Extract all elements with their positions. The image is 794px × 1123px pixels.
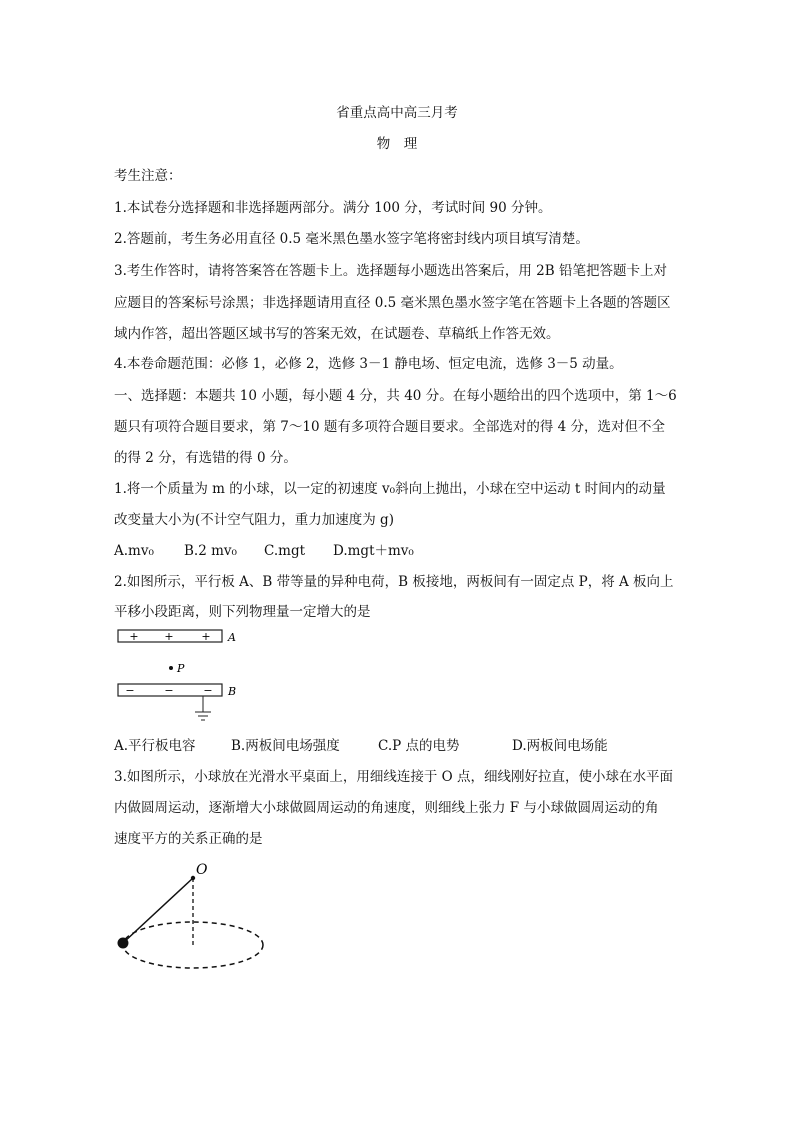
plate-a-label: A <box>228 631 236 644</box>
question-3-text: 3.如图所示，小球放在光滑水平桌面上，用细线连接于 O 点，细线刚好拉直，使小球在水平面 <box>114 769 674 785</box>
question-2-option-c: C.P 点的电势 <box>378 738 460 754</box>
plate-b-label: B <box>228 685 237 698</box>
question-1-text: 1.将一个质量为 m 的小球，以一定的初速度 v₀斜向上抛出，小球在空中运动 t 时间内的动量 <box>114 481 666 497</box>
question-1-option-a: A.mv₀ <box>114 543 154 559</box>
question-2-text: 2.如图所示，平行板 A、B 带等量的异种电荷，B 板接地，两板间有一固定点 P，将 A 板向上 <box>114 574 674 590</box>
plate-a-sign: + <box>201 630 211 643</box>
notice-item: 3.考生作答时，请将答案答在答题卡上。选择题每小题选出答案后，用 2B 铅笔把答题卡上对 <box>114 263 667 279</box>
question-1-option-b: B.2 mv₀ <box>184 543 237 559</box>
point-o-dot <box>191 876 195 880</box>
circular-motion-figure <box>112 858 272 974</box>
question-2-text: 平移小段距离，则下列物理量一定增大的是 <box>114 604 371 620</box>
question-2-option-b: B.两板间电场强度 <box>231 738 340 754</box>
point-p-label: P <box>177 662 185 675</box>
point-o-label: O <box>196 862 208 878</box>
question-2-option-a: A.平行板电容 <box>114 738 196 754</box>
ball <box>118 938 129 949</box>
notice-item: 1.本试卷分选择题和非选择题两部分。满分 100 分，考试时间 90 分钟。 <box>114 200 552 216</box>
notice-item: 2.答题前，考生务必用直径 0.5 毫米黑色墨水签字笔将密封线内项目填写清楚。 <box>114 231 589 247</box>
question-3-text: 内做圆周运动，逐渐增大小球做圆周运动的角速度，则细线上张力 F 与小球做圆周运动的角 <box>114 800 659 816</box>
plate-b-sign: − <box>125 684 135 697</box>
plate-b-sign: − <box>164 684 174 697</box>
question-1-option-c: C.mgt <box>264 543 306 559</box>
plate-a-sign: + <box>129 630 139 643</box>
ground-symbol <box>195 696 211 720</box>
point-p-dot <box>169 666 173 670</box>
exam-title: 省重点高中高三月考 <box>336 105 458 121</box>
section-instruction: 题只有项符合题目要求，第 7～10 题有多项符合题目要求。全部选对的得 4 分，选对但不全 <box>114 419 666 435</box>
string-line <box>123 878 193 943</box>
plate-a-sign: + <box>164 630 174 643</box>
section-instruction: 的得 2 分，有选错的得 0 分。 <box>114 450 297 466</box>
subject-title: 物 理 <box>376 136 418 152</box>
question-1-text: 改变量大小为(不计空气阻力，重力加速度为 g) <box>114 512 394 528</box>
section-instruction: 一、选择题：本题共 10 小题，每小题 4 分，共 40 分。在每小题给出的四个选项中，第 1～6 <box>114 388 677 404</box>
notice-heading: 考生注意： <box>114 168 182 184</box>
notice-item: 4.本卷命题范围：必修 1，必修 2，选修 3－1 静电场、恒定电流，选修 3－5 动量。 <box>114 356 623 372</box>
question-3-text: 速度平方的关系正确的是 <box>114 831 263 847</box>
capacitor-figure <box>110 624 250 728</box>
plate-b-sign: − <box>203 684 213 697</box>
question-1-option-d: D.mgt＋mv₀ <box>333 543 414 559</box>
notice-item: 应题目的答案标号涂黑；非选择题请用直径 0.5 毫米黑色墨水签字笔在答题卡上各题的答题区 <box>114 295 671 311</box>
notice-item: 域内作答，超出答题区域书写的答案无效，在试题卷、草稿纸上作答无效。 <box>114 326 560 342</box>
question-2-option-d: D.两板间电场能 <box>512 738 608 754</box>
